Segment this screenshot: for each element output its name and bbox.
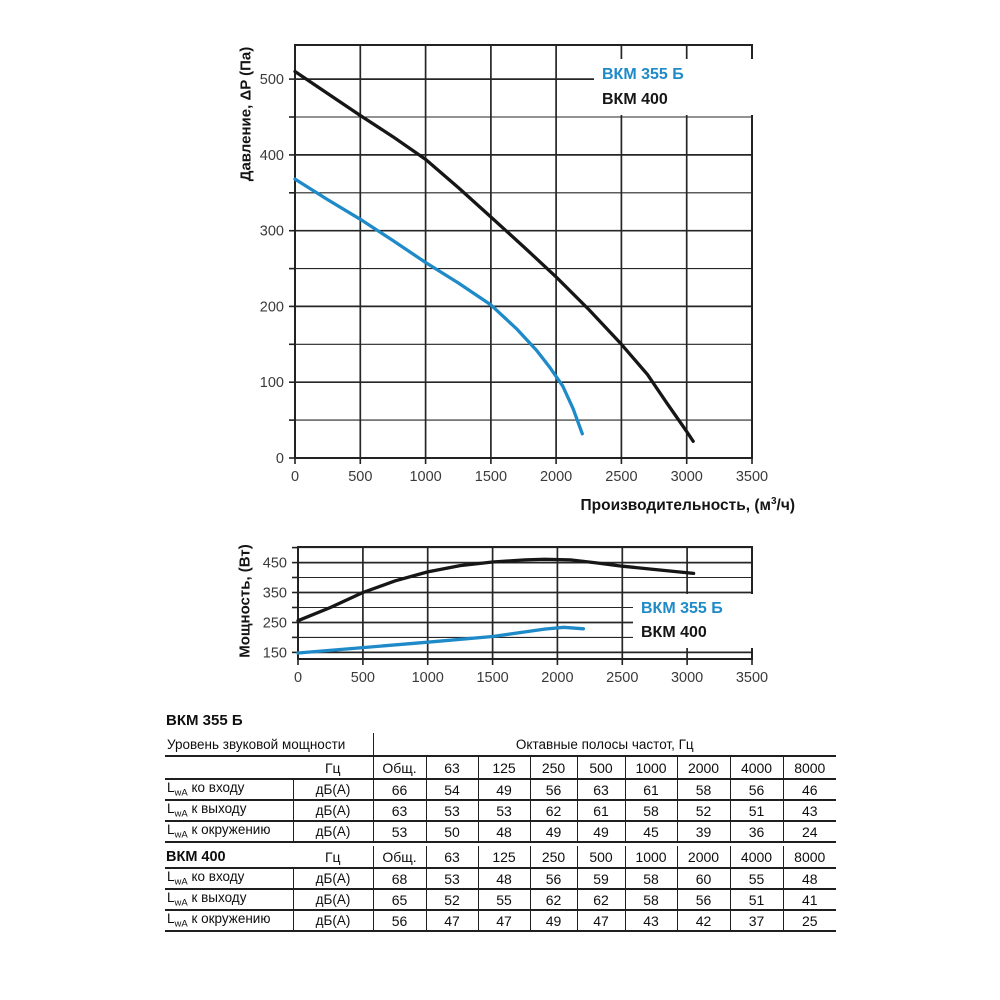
x-tick-label: 2500 [605,469,638,485]
column-header-2: 125 [478,846,530,868]
value-cell-2: 55 [478,889,530,910]
unit-cell: дБ(А) [293,889,373,910]
row-label-part: L [167,801,175,817]
value-cell-6: 52 [677,800,730,821]
value-cell-7: 51 [730,889,783,910]
x-tick-label: 2500 [606,670,639,686]
empty-cell [165,756,293,779]
x-tick-label: 3000 [670,670,704,686]
column-header-7: 4000 [730,756,783,779]
power-axis-title: Мощность, (Вт) [236,544,254,658]
value-cell-3: 49 [530,821,577,842]
row-label [165,800,293,821]
y-tick-label: 350 [262,585,287,602]
x-tick-label: 500 [348,469,373,485]
x-tick-label: 3500 [735,469,769,485]
value-cell-1: 50 [426,821,478,842]
row-label-part: wA [174,787,188,799]
row-label [165,910,293,931]
column-header-5: 1000 [625,756,677,779]
row-label-part: L [167,822,175,838]
value-cell-5: 58 [625,800,677,821]
column-header-0: Общ. [373,846,426,868]
power-chart-legend [633,594,759,648]
row-label-part: wA [174,897,188,909]
y-tick-label: 0 [275,451,284,467]
row-label-part: ко входу [187,869,245,885]
value-cell-4: 63 [577,779,625,800]
value-cell-2: 53 [478,800,530,821]
value-cell-6: 42 [677,910,730,931]
value-cell-8: 24 [783,821,836,842]
value-cell-2: 48 [478,868,530,889]
freq-unit-cell: Гц [293,846,373,868]
unit-cell: дБ(А) [293,910,373,931]
value-cell-0: 65 [373,889,426,910]
column-header-8: 8000 [783,756,836,779]
x-tick-label: 2000 [539,469,573,485]
y-tick-label: 500 [259,72,284,89]
table-row [165,800,836,821]
x-tick-label: 3500 [735,670,769,686]
x-tick-label: 2000 [541,670,574,686]
y-tick-label: 200 [259,299,284,316]
column-header-6: 2000 [677,846,730,868]
x-tick-label: 1500 [474,469,508,485]
legend-label-vkm-400: ВКМ 400 [641,624,707,641]
value-cell-4: 47 [577,910,625,931]
table-title-vkm-355: ВКМ 355 Б [166,712,243,729]
value-cell-3: 56 [530,779,577,800]
value-cell-4: 59 [577,868,625,889]
series-line-0 [298,627,583,653]
column-header-5: 1000 [625,846,677,868]
unit-cell: дБ(А) [293,800,373,821]
freq-unit-cell: Гц [293,756,373,779]
x-tick-label: 1000 [409,469,442,485]
column-header-4: 500 [577,756,625,779]
value-cell-5: 58 [625,889,677,910]
row-label-part: к выходу [187,890,247,906]
value-cell-2: 48 [478,821,530,842]
flow-axis-title-sup: 3 [770,496,777,507]
group-header-row [165,733,836,756]
value-cell-5: 58 [625,868,677,889]
table-row [165,821,836,842]
value-cell-8: 25 [783,910,836,931]
column-header-3: 250 [530,756,577,779]
legend-label-vkm-355: ВКМ 355 Б [602,66,684,83]
group-header-left: Уровень звуковой мощности [165,733,373,756]
x-tick-label: 3000 [670,469,703,485]
value-cell-4: 49 [577,821,625,842]
row-label [165,868,293,889]
acoustic-table-vkm-400 [165,846,836,932]
value-cell-1: 54 [426,779,478,800]
row-label-part: к окружению [187,911,271,927]
pressure-chart-legend [594,59,754,115]
value-cell-8: 48 [783,868,836,889]
row-label-part: wA [174,829,188,841]
column-header-1: 63 [426,756,478,779]
value-cell-0: 66 [373,779,426,800]
table-row [165,779,836,800]
row-label-part: wA [174,808,188,820]
value-cell-8: 41 [783,889,836,910]
value-cell-7: 56 [730,779,783,800]
value-cell-2: 47 [478,910,530,931]
value-cell-6: 60 [677,868,730,889]
column-header-7: 4000 [730,846,783,868]
value-cell-0: 68 [373,868,426,889]
legend-item-vkm-400 [641,621,753,645]
table-row [165,889,836,910]
y-tick-label: 300 [259,223,284,240]
row-label-part: ко входу [187,780,245,796]
value-cell-4: 62 [577,889,625,910]
y-tick-label: 400 [259,147,284,164]
row-label [165,889,293,910]
column-header-8: 8000 [783,846,836,868]
row-label-part: к окружению [187,822,271,838]
column-header-0: Общ. [373,756,426,779]
legend-item-vkm-400 [602,87,748,112]
column-header-2: 125 [478,756,530,779]
row-label-part: L [167,869,175,885]
row-label-part: L [167,780,175,796]
value-cell-3: 62 [530,800,577,821]
value-cell-4: 61 [577,800,625,821]
value-cell-1: 47 [426,910,478,931]
flow-axis-title-unit: /ч) [776,497,795,515]
x-tick-label: 1500 [476,670,509,686]
value-cell-0: 63 [373,800,426,821]
legend-item-vkm-355 [641,597,753,621]
x-tick-label: 0 [293,670,303,686]
column-header-4: 500 [577,846,625,868]
row-label-part: wA [174,918,188,930]
unit-cell: дБ(А) [293,779,373,800]
value-cell-7: 55 [730,868,783,889]
value-cell-5: 45 [625,821,677,842]
value-cell-3: 49 [530,910,577,931]
row-label-part: L [167,911,175,927]
value-cell-8: 43 [783,800,836,821]
series-line-1 [295,72,693,442]
value-cell-1: 53 [426,800,478,821]
value-cell-1: 52 [426,889,478,910]
y-tick-label: 250 [262,615,287,632]
pressure-axis-title: Давление, ΔP (Па) [237,46,255,182]
column-header-6: 2000 [677,756,730,779]
y-tick-label: 150 [262,645,287,662]
group-header-right: Октавные полосы частот, Гц [373,733,836,756]
row-label [165,779,293,800]
value-cell-0: 56 [373,910,426,931]
row-label-part: wA [174,876,188,888]
value-cell-6: 58 [677,779,730,800]
y-tick-label: 100 [259,375,284,392]
value-cell-7: 36 [730,821,783,842]
legend-item-vkm-355 [602,62,748,87]
legend-label-vkm-400: ВКМ 400 [602,91,668,108]
table-title-cell: ВКМ 400 [165,846,293,868]
value-cell-8: 46 [783,779,836,800]
table-row [165,868,836,889]
row-label-part: к выходу [187,801,247,817]
y-tick-label: 450 [262,555,287,572]
row-label-part: L [167,890,175,906]
x-tick-label: 500 [350,670,376,686]
value-cell-0: 53 [373,821,426,842]
x-tick-label: 0 [290,469,300,485]
column-header-1: 63 [426,846,478,868]
frequency-header-row [165,756,836,779]
legend-label-vkm-355: ВКМ 355 Б [641,600,723,617]
column-header-3: 250 [530,846,577,868]
value-cell-5: 61 [625,779,677,800]
unit-cell: дБ(А) [293,868,373,889]
frequency-header-row [165,846,836,868]
value-cell-6: 39 [677,821,730,842]
row-label [165,821,293,842]
value-cell-3: 62 [530,889,577,910]
acoustic-table-vkm-355 [165,733,836,843]
value-cell-2: 49 [478,779,530,800]
table-row [165,910,836,931]
value-cell-7: 51 [730,800,783,821]
unit-cell: дБ(А) [293,821,373,842]
value-cell-6: 56 [677,889,730,910]
value-cell-1: 53 [426,868,478,889]
x-tick-label: 1000 [411,670,444,686]
value-cell-7: 37 [730,910,783,931]
value-cell-5: 43 [625,910,677,931]
value-cell-3: 56 [530,868,577,889]
flow-axis-title [500,496,795,515]
flow-axis-title-text: Производительность, (м [580,497,771,515]
